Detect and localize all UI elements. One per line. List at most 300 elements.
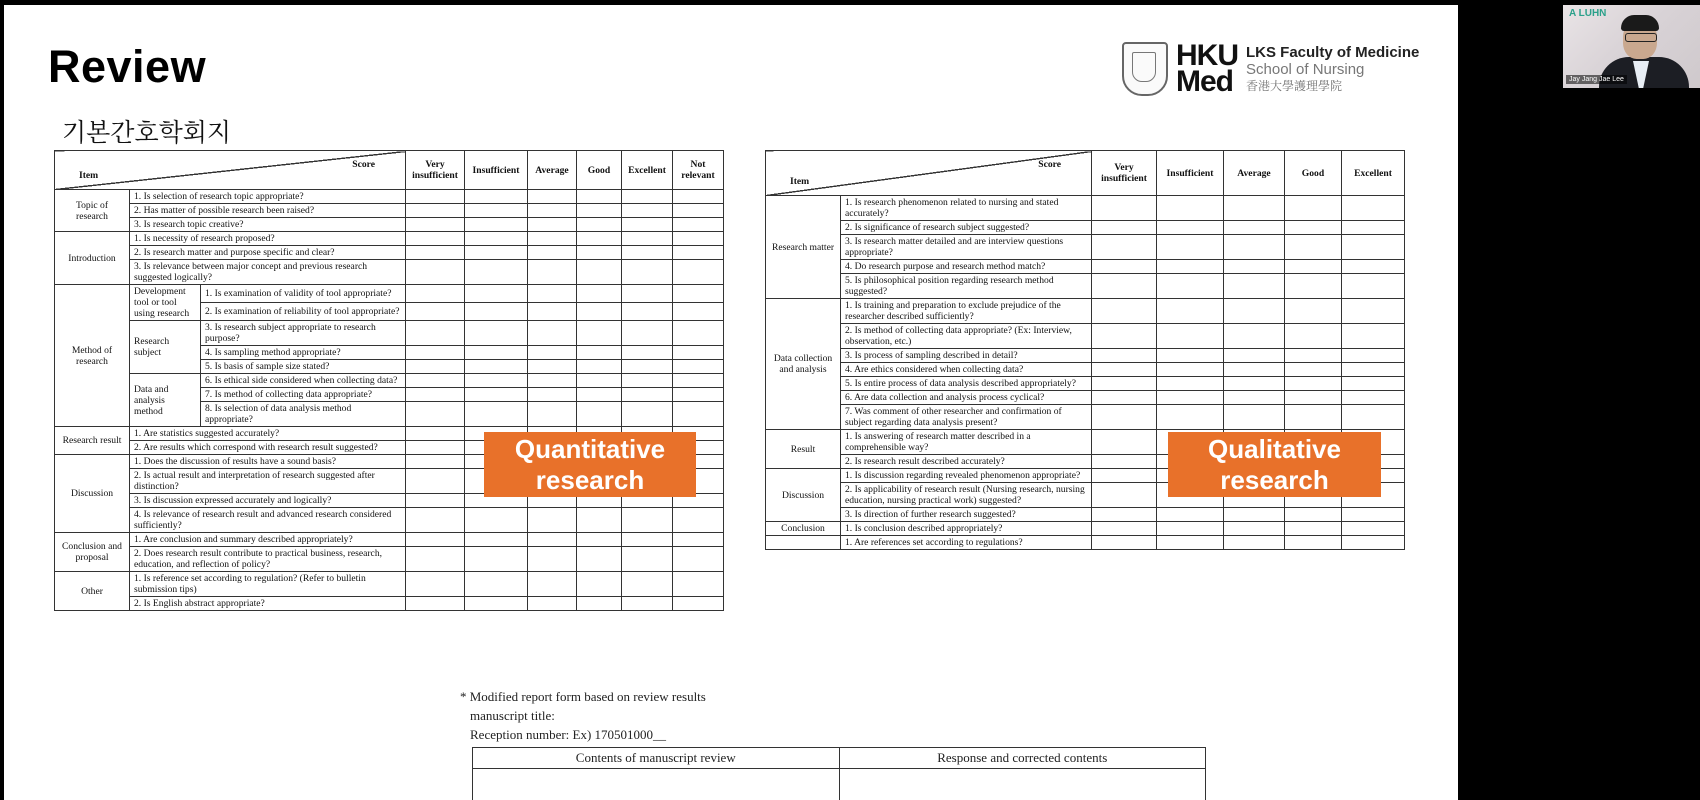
- rating-cell[interactable]: [1157, 536, 1224, 550]
- logo-wordmark: [1176, 39, 1238, 98]
- rating-cell[interactable]: [528, 204, 577, 218]
- category-cell: Method of research: [55, 285, 130, 427]
- logo-chinese: 香港大學護理學院: [1246, 78, 1343, 93]
- table-row: [766, 196, 1405, 221]
- rating-cell[interactable]: [673, 260, 724, 285]
- rating-cell[interactable]: [1285, 260, 1342, 274]
- rating-cell[interactable]: [465, 204, 528, 218]
- rating-cell[interactable]: [1285, 349, 1342, 363]
- rating-cell[interactable]: [1157, 522, 1224, 536]
- question-cell: 3. Is discussion expressed accurately and logically?: [130, 494, 406, 508]
- rating-cell[interactable]: [1092, 274, 1157, 299]
- rating-cell[interactable]: [577, 246, 622, 260]
- rating-cell[interactable]: [1157, 377, 1224, 391]
- rating-cell[interactable]: [528, 190, 577, 204]
- rating-cell[interactable]: [1157, 299, 1224, 324]
- rating-cell[interactable]: [1342, 260, 1405, 274]
- rating-cell[interactable]: [1224, 405, 1285, 430]
- subgroup-cell: Research subject: [130, 321, 201, 374]
- rating-cell[interactable]: [1157, 324, 1224, 349]
- rating-cell[interactable]: [673, 190, 724, 204]
- category-cell: Research result: [55, 427, 130, 455]
- rating-cell[interactable]: [406, 190, 465, 204]
- rating-column-header: Average: [528, 151, 577, 190]
- rating-cell[interactable]: [528, 346, 577, 360]
- rating-cell[interactable]: [622, 533, 673, 547]
- rating-cell[interactable]: [1157, 260, 1224, 274]
- rating-cell[interactable]: [465, 285, 528, 303]
- rating-cell[interactable]: [406, 508, 465, 533]
- question-cell: 5. Is philosophical position regarding research method suggested?: [841, 274, 1092, 299]
- rating-cell[interactable]: [1157, 221, 1224, 235]
- table-row: [55, 204, 724, 218]
- question-cell: 3. Is research topic creative?: [130, 218, 406, 232]
- rating-cell[interactable]: [1224, 196, 1285, 221]
- rating-column-header: Not relevant: [673, 151, 724, 190]
- rating-cell[interactable]: [1092, 377, 1157, 391]
- rating-cell[interactable]: [1224, 221, 1285, 235]
- rating-cell[interactable]: [673, 572, 724, 597]
- rating-cell[interactable]: [465, 508, 528, 533]
- score-label: Score: [352, 159, 375, 170]
- rating-cell[interactable]: [1157, 508, 1224, 522]
- table-row: [766, 522, 1405, 536]
- rating-cell[interactable]: [465, 533, 528, 547]
- rating-cell[interactable]: [1157, 405, 1224, 430]
- question-cell: 6. Are data collection and analysis process cyclical?: [841, 391, 1092, 405]
- column-response-and-corrected: Response and corrected contents: [839, 748, 1206, 769]
- rating-cell[interactable]: [1224, 235, 1285, 260]
- question-cell: 5. Is entire process of data analysis described appropriately?: [841, 377, 1092, 391]
- category-cell: Discussion: [55, 455, 130, 533]
- rating-cell[interactable]: [622, 303, 673, 321]
- question-cell: 1. Does the discussion of results have a sound basis?: [130, 455, 406, 469]
- slide-subtitle: 기본간호학회지: [62, 118, 232, 147]
- rating-cell[interactable]: [406, 346, 465, 360]
- rating-cell[interactable]: [1157, 363, 1224, 377]
- rating-column-header: Very insufficient: [1092, 151, 1157, 196]
- rating-cell[interactable]: [1224, 274, 1285, 299]
- rating-cell[interactable]: [1092, 349, 1157, 363]
- rating-cell[interactable]: [406, 469, 465, 494]
- rating-cell[interactable]: [1092, 221, 1157, 235]
- rating-cell[interactable]: [1224, 536, 1285, 550]
- rating-cell[interactable]: [577, 321, 622, 346]
- rating-cell[interactable]: [406, 547, 465, 572]
- rating-cell[interactable]: [528, 260, 577, 285]
- rating-cell[interactable]: [1342, 522, 1405, 536]
- table-row: [766, 405, 1405, 430]
- review-contents-cell: [473, 769, 840, 800]
- rating-cell[interactable]: [465, 547, 528, 572]
- rating-cell[interactable]: [577, 597, 622, 611]
- rating-cell[interactable]: [465, 597, 528, 611]
- rating-cell[interactable]: [1224, 522, 1285, 536]
- table-row: [766, 299, 1405, 324]
- rating-cell[interactable]: [622, 190, 673, 204]
- rating-cell[interactable]: [673, 303, 724, 321]
- rating-cell[interactable]: [465, 360, 528, 374]
- logo-text: [1246, 44, 1419, 95]
- rating-cell[interactable]: [406, 246, 465, 260]
- question-cell: 2. Is significance of research subject suggested?: [841, 221, 1092, 235]
- rating-cell[interactable]: [577, 232, 622, 246]
- rating-cell[interactable]: [1285, 391, 1342, 405]
- reception-number-label: Reception number: Ex) 170501000__: [470, 727, 667, 742]
- rating-cell[interactable]: [577, 218, 622, 232]
- rating-cell[interactable]: [465, 260, 528, 285]
- rating-cell[interactable]: [1092, 299, 1157, 324]
- rating-cell[interactable]: [465, 232, 528, 246]
- rating-cell[interactable]: [1224, 349, 1285, 363]
- quantitative-tag-label: Quantitative research: [514, 433, 666, 495]
- rating-cell[interactable]: [673, 204, 724, 218]
- rating-cell[interactable]: [1285, 196, 1342, 221]
- rating-cell[interactable]: [1092, 235, 1157, 260]
- rating-cell[interactable]: [1224, 299, 1285, 324]
- rating-cell[interactable]: [1342, 299, 1405, 324]
- rating-cell[interactable]: [1285, 235, 1342, 260]
- rating-cell[interactable]: [528, 285, 577, 303]
- category-cell: Conclusion and proposal: [55, 533, 130, 572]
- rating-cell[interactable]: [528, 374, 577, 388]
- question-cell: 2. Is applicability of research result (Nursing research, nursing education, nursing practical work) suggested?: [841, 483, 1092, 508]
- rating-cell[interactable]: [528, 232, 577, 246]
- rating-column-header: Excellent: [622, 151, 673, 190]
- rating-column-header: Very insufficient: [406, 151, 465, 190]
- rating-cell[interactable]: [673, 547, 724, 572]
- rating-cell[interactable]: [1092, 469, 1157, 483]
- quantitative-review-table: [54, 150, 724, 611]
- question-cell: 2. Is English abstract appropriate?: [130, 597, 406, 611]
- rating-cell[interactable]: [406, 597, 465, 611]
- rating-cell[interactable]: [1224, 363, 1285, 377]
- category-cell: Topic of research: [55, 190, 130, 232]
- table-row: [55, 547, 724, 572]
- table-header-row: [55, 151, 724, 190]
- rating-cell[interactable]: [406, 533, 465, 547]
- rating-cell[interactable]: [673, 285, 724, 303]
- rating-cell[interactable]: [1157, 274, 1224, 299]
- rating-cell[interactable]: [673, 597, 724, 611]
- rating-cell[interactable]: [465, 572, 528, 597]
- rating-cell[interactable]: [622, 346, 673, 360]
- rating-cell[interactable]: [1092, 196, 1157, 221]
- rating-cell[interactable]: [406, 402, 465, 427]
- rating-cell[interactable]: [577, 285, 622, 303]
- table-row: [766, 377, 1405, 391]
- rating-cell[interactable]: [528, 388, 577, 402]
- rating-cell[interactable]: [465, 218, 528, 232]
- table-row: [766, 391, 1405, 405]
- rating-cell[interactable]: [577, 346, 622, 360]
- rating-cell[interactable]: [577, 508, 622, 533]
- rating-cell[interactable]: [1342, 235, 1405, 260]
- rating-cell[interactable]: [622, 572, 673, 597]
- rating-cell[interactable]: [1285, 221, 1342, 235]
- rating-cell[interactable]: [577, 260, 622, 285]
- table-row: [766, 235, 1405, 260]
- rating-cell[interactable]: [1285, 377, 1342, 391]
- rating-cell[interactable]: [577, 402, 622, 427]
- qualitative-tag-label: Qualitative research: [1208, 433, 1341, 495]
- table-row: [55, 597, 724, 611]
- question-cell: 1. Are references set according to regulations?: [841, 536, 1092, 550]
- question-cell: 2. Is examination of reliability of tool appropriate?: [201, 303, 406, 321]
- rating-cell[interactable]: [528, 321, 577, 346]
- table-row: [766, 324, 1405, 349]
- rating-cell[interactable]: [577, 360, 622, 374]
- rating-cell[interactable]: [673, 508, 724, 533]
- category-cell: Introduction: [55, 232, 130, 285]
- rating-cell[interactable]: [622, 374, 673, 388]
- rating-cell[interactable]: [1157, 349, 1224, 363]
- category-cell: [766, 536, 841, 550]
- category-cell: Research matter: [766, 196, 841, 299]
- rating-cell[interactable]: [528, 402, 577, 427]
- question-cell: 1. Are statistics suggested accurately?: [130, 427, 406, 441]
- category-cell: Other: [55, 572, 130, 611]
- table-row: [55, 321, 724, 346]
- rating-cell[interactable]: [577, 303, 622, 321]
- rating-cell[interactable]: [1342, 536, 1405, 550]
- question-cell: 2. Are results which correspond with research result suggested?: [130, 441, 406, 455]
- quantitative-research-tag: [484, 432, 696, 497]
- rating-cell[interactable]: [1092, 324, 1157, 349]
- webcam-thumbnail[interactable]: [1563, 5, 1700, 88]
- rating-cell[interactable]: [406, 285, 465, 303]
- item-label: Item: [79, 170, 99, 181]
- rating-cell[interactable]: [673, 360, 724, 374]
- table-row: [55, 508, 724, 533]
- rating-cell[interactable]: [1342, 196, 1405, 221]
- participant-hair: [1621, 15, 1659, 31]
- rating-cell[interactable]: [528, 360, 577, 374]
- rating-cell[interactable]: [577, 204, 622, 218]
- rating-cell[interactable]: [406, 494, 465, 508]
- rating-cell[interactable]: [577, 388, 622, 402]
- rating-cell[interactable]: [1092, 363, 1157, 377]
- rating-cell[interactable]: [673, 346, 724, 360]
- rating-cell[interactable]: [1285, 324, 1342, 349]
- rating-cell[interactable]: [465, 346, 528, 360]
- rating-cell[interactable]: [528, 303, 577, 321]
- rating-cell[interactable]: [1285, 405, 1342, 430]
- logo-med: Med: [1176, 65, 1233, 98]
- rating-cell[interactable]: [406, 360, 465, 374]
- category-cell: Data collection and analysis: [766, 299, 841, 430]
- rating-cell[interactable]: [406, 232, 465, 246]
- table-row: [766, 536, 1405, 550]
- modified-form-note: * Modified report form based on review results: [460, 689, 706, 704]
- rating-cell[interactable]: [406, 572, 465, 597]
- rating-cell[interactable]: [528, 597, 577, 611]
- rating-cell[interactable]: [465, 190, 528, 204]
- rating-cell[interactable]: [465, 388, 528, 402]
- rating-cell[interactable]: [1342, 508, 1405, 522]
- rating-cell[interactable]: [1092, 391, 1157, 405]
- rating-cell[interactable]: [577, 572, 622, 597]
- question-cell: 5. Is basis of sample size stated?: [201, 360, 406, 374]
- hku-med-logo: [1122, 39, 1419, 99]
- rating-cell[interactable]: [1224, 324, 1285, 349]
- rating-cell[interactable]: [1092, 430, 1157, 455]
- rating-cell[interactable]: [622, 246, 673, 260]
- rating-cell[interactable]: [622, 285, 673, 303]
- column-contents-of-review: Contents of manuscript review: [473, 748, 840, 769]
- rating-cell[interactable]: [528, 572, 577, 597]
- logo-school: School of Nursing: [1246, 60, 1365, 78]
- rating-cell[interactable]: [673, 533, 724, 547]
- rating-cell[interactable]: [577, 374, 622, 388]
- rating-column-header: Good: [577, 151, 622, 190]
- rating-cell[interactable]: [1342, 405, 1405, 430]
- rating-cell[interactable]: [465, 402, 528, 427]
- rating-cell[interactable]: [622, 360, 673, 374]
- qualitative-research-tag: [1168, 432, 1381, 497]
- rating-cell[interactable]: [1342, 391, 1405, 405]
- rating-cell[interactable]: [673, 374, 724, 388]
- score-label: Score: [1038, 159, 1061, 170]
- question-cell: 7. Is method of collecting data appropriate?: [201, 388, 406, 402]
- question-cell: 1. Is necessity of research proposed?: [130, 232, 406, 246]
- rating-cell[interactable]: [1092, 483, 1157, 508]
- rating-cell[interactable]: [1224, 377, 1285, 391]
- question-cell: 1. Is conclusion described appropriately?: [841, 522, 1092, 536]
- rating-cell[interactable]: [622, 388, 673, 402]
- rating-cell[interactable]: [406, 204, 465, 218]
- rating-cell[interactable]: [406, 303, 465, 321]
- rating-cell[interactable]: [673, 232, 724, 246]
- participant-glasses: [1625, 33, 1657, 42]
- subgroup-cell: Data and analysis method: [130, 374, 201, 427]
- rating-cell[interactable]: [622, 260, 673, 285]
- rating-cell[interactable]: [528, 508, 577, 533]
- participant-name: Jay Jang Jae Lee: [1566, 75, 1627, 84]
- rating-cell[interactable]: [465, 303, 528, 321]
- question-cell: 3. Is relevance between major concept and previous research suggested logically?: [130, 260, 406, 285]
- rating-cell[interactable]: [1224, 260, 1285, 274]
- rating-cell[interactable]: [577, 190, 622, 204]
- rating-cell[interactable]: [1285, 299, 1342, 324]
- question-cell: 1. Is reference set according to regulation? (Refer to bulletin submission tips): [130, 572, 406, 597]
- rating-cell[interactable]: [1224, 391, 1285, 405]
- rating-cell[interactable]: [673, 246, 724, 260]
- rating-cell[interactable]: [622, 218, 673, 232]
- subgroup-cell: Development tool or tool using research: [130, 285, 201, 321]
- rating-cell[interactable]: [406, 218, 465, 232]
- rating-cell[interactable]: [528, 533, 577, 547]
- rating-cell[interactable]: [1342, 363, 1405, 377]
- rating-cell[interactable]: [406, 374, 465, 388]
- rating-cell[interactable]: [406, 427, 465, 441]
- rating-cell[interactable]: [1285, 274, 1342, 299]
- rating-cell[interactable]: [1342, 349, 1405, 363]
- table-row: [766, 274, 1405, 299]
- rating-cell[interactable]: [1157, 196, 1224, 221]
- question-cell: 2. Is method of collecting data appropriate? (Ex: Interview, observation, etc.): [841, 324, 1092, 349]
- question-cell: 2. Does research result contribute to practical business, research, education, and reflection of policy?: [130, 547, 406, 572]
- rating-cell[interactable]: [465, 321, 528, 346]
- rating-cell[interactable]: [577, 547, 622, 572]
- rating-column-header: Insufficient: [465, 151, 528, 190]
- rating-cell[interactable]: [622, 232, 673, 246]
- manuscript-title-label: manuscript title:: [470, 708, 555, 723]
- rating-cell[interactable]: [1092, 508, 1157, 522]
- rating-cell[interactable]: [465, 246, 528, 260]
- table-row: [766, 260, 1405, 274]
- question-cell: 3. Is direction of further research suggested?: [841, 508, 1092, 522]
- presentation-slide: [4, 5, 1458, 800]
- table-row: [55, 374, 724, 388]
- question-cell: 7. Was comment of other researcher and confirmation of subject regarding data analysis present?: [841, 405, 1092, 430]
- question-cell: 6. Is ethical side considered when collecting data?: [201, 374, 406, 388]
- rating-cell[interactable]: [465, 374, 528, 388]
- rating-cell[interactable]: [528, 547, 577, 572]
- table-row: [55, 533, 724, 547]
- rating-cell[interactable]: [406, 321, 465, 346]
- rating-cell[interactable]: [406, 441, 465, 455]
- question-cell: 2. Is research result described accurately?: [841, 455, 1092, 469]
- rating-cell[interactable]: [1092, 522, 1157, 536]
- rating-cell[interactable]: [673, 321, 724, 346]
- rating-cell[interactable]: [1285, 522, 1342, 536]
- rating-cell[interactable]: [622, 204, 673, 218]
- rating-cell[interactable]: [622, 321, 673, 346]
- rating-cell[interactable]: [406, 260, 465, 285]
- rating-cell[interactable]: [528, 218, 577, 232]
- rating-cell[interactable]: [622, 402, 673, 427]
- question-cell: 2. Is research matter and purpose specific and clear?: [130, 246, 406, 260]
- rating-cell[interactable]: [1285, 363, 1342, 377]
- rating-cell[interactable]: [1285, 536, 1342, 550]
- rating-cell[interactable]: [1342, 377, 1405, 391]
- rating-cell[interactable]: [673, 388, 724, 402]
- question-cell: 1. Is discussion regarding revealed phenomenon appropriate?: [841, 469, 1092, 483]
- question-cell: 1. Is research phenomenon related to nursing and stated accurately?: [841, 196, 1092, 221]
- rating-cell[interactable]: [528, 246, 577, 260]
- rating-cell[interactable]: [1342, 274, 1405, 299]
- question-cell: 3. Is research subject appropriate to research purpose?: [201, 321, 406, 346]
- rating-cell[interactable]: [1157, 235, 1224, 260]
- category-cell: Result: [766, 430, 841, 469]
- table-row: [766, 221, 1405, 235]
- rating-cell[interactable]: [1092, 405, 1157, 430]
- rating-cell[interactable]: [673, 218, 724, 232]
- rating-cell[interactable]: [622, 597, 673, 611]
- rating-cell[interactable]: [406, 455, 465, 469]
- rating-cell[interactable]: [1342, 221, 1405, 235]
- rating-cell[interactable]: [1092, 260, 1157, 274]
- category-cell: Discussion: [766, 469, 841, 522]
- rating-cell[interactable]: [1092, 536, 1157, 550]
- rating-cell[interactable]: [1285, 508, 1342, 522]
- question-cell: 4. Is relevance of research result and advanced research considered sufficiently?: [130, 508, 406, 533]
- rating-cell[interactable]: [1342, 324, 1405, 349]
- rating-cell[interactable]: [622, 508, 673, 533]
- manuscript-response-table: [472, 747, 1206, 800]
- question-cell: 2. Is actual result and interpretation of research suggested after distinction?: [130, 469, 406, 494]
- rating-cell[interactable]: [1157, 391, 1224, 405]
- rating-cell[interactable]: [406, 388, 465, 402]
- table-header-row: [766, 151, 1405, 196]
- rating-cell[interactable]: [1092, 455, 1157, 469]
- rating-cell[interactable]: [673, 402, 724, 427]
- rating-cell[interactable]: [622, 547, 673, 572]
- table-row: [55, 190, 724, 204]
- rating-cell[interactable]: [577, 533, 622, 547]
- rating-cell[interactable]: [1224, 508, 1285, 522]
